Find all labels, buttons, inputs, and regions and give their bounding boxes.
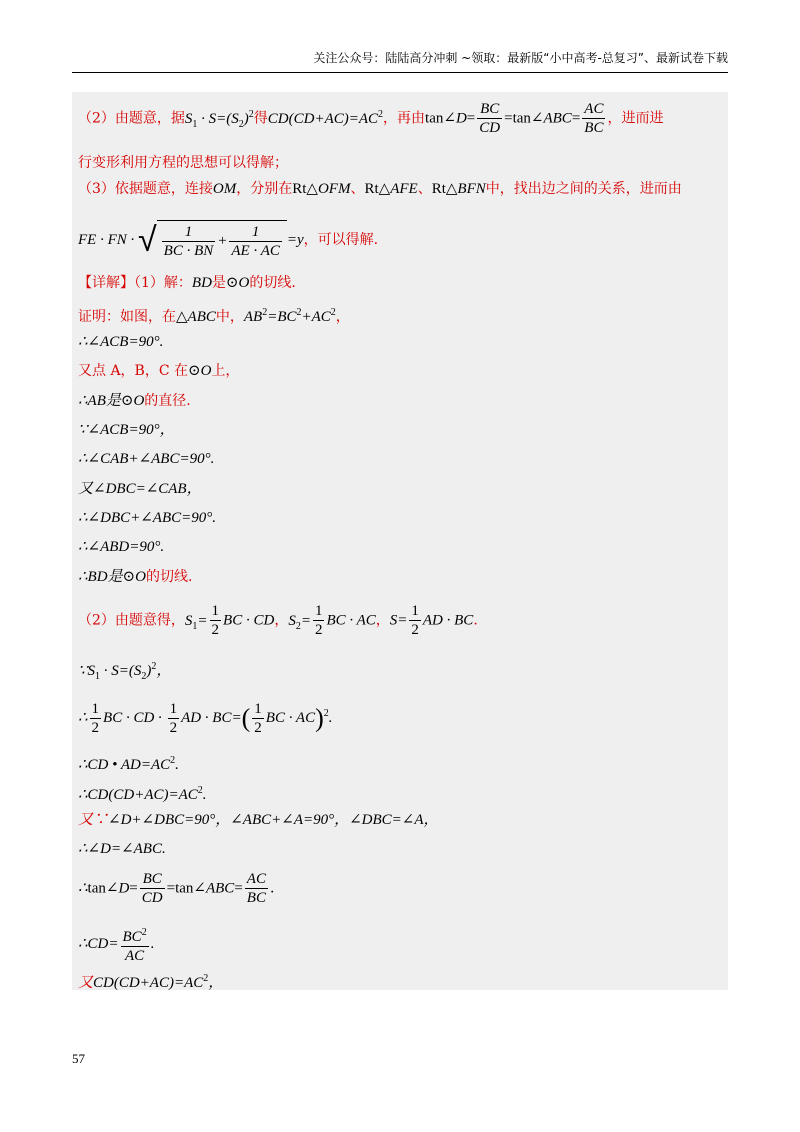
hint-3-formula: FE · FN · √ $\frac{1}{BC \cdot BN}$ + $\frac{1}{AE \cdot AC}$ =y，可以得解. bbox=[78, 220, 379, 260]
solution-box bbox=[72, 92, 728, 990]
hint-2-line: （2）由题意，据$S_1 \cdot S=(S_2)^2$得$CD(CD+AC)=AC^2$，再由tan∠D= $\frac{BC}{CD}$ =tan∠ABC= $\frac{AC}{BC}$ ，进而进 bbox=[78, 101, 664, 136]
page-number: 57 bbox=[72, 1051, 85, 1066]
step-acb90-b: ∵∠ACB=90°， bbox=[78, 422, 175, 438]
hint-2-continue: 行变形利用方程的思想可以得解； bbox=[78, 155, 288, 171]
part2-angles: 又∵∠D+∠DBC=90°，∠ABC+∠A=90°，∠DBC=∠A， bbox=[78, 812, 439, 828]
part2-angle-eq: ∴∠D=∠ABC. bbox=[78, 841, 166, 857]
part2-cd-ad: ∴CD • $AD=AC^2$. bbox=[78, 755, 179, 773]
part2-tan: ∴tan∠D= $\frac{BC}{CD}$ =tan∠ABC= $\frac{AC}{BC}$ . bbox=[78, 871, 275, 906]
step-diameter: ∴AB是⊙O的直径. bbox=[78, 393, 191, 409]
hint-3-line: （3）依据题意，连接OM，分别在Rt△OFM、Rt△AFE、Rt△BFN中，找出边之间的关系，进而由 bbox=[78, 181, 682, 197]
step-tangent: ∴BD是⊙O的切线. bbox=[78, 569, 193, 585]
step-sum2: ∴∠DBC+∠ABC=90°. bbox=[78, 510, 217, 526]
page-header bbox=[72, 48, 728, 73]
part2-substitute: ∴ $\frac{1}{2}$ BC · CD · $\frac{1}{2}$ AD · BC=( $\frac{1}{2}$ BC · AC)$^2$. bbox=[78, 701, 333, 736]
detail-1-line: 【详解】（1）解：BD是⊙O的切线. bbox=[78, 275, 296, 291]
part2-cd-value: ∴CD= $\frac{BC^2}{AC}$ . bbox=[78, 924, 154, 965]
part2-again: 又$CD(CD+AC)=AC^2$， bbox=[78, 973, 224, 991]
step-sum1: ∴∠CAB+∠ABC=90°. bbox=[78, 451, 215, 467]
header-text: 关注公众号：陆陆高分冲刺 ~领取：最新版“小中高考-总复习”、最新试卷下载 bbox=[313, 51, 728, 65]
step-dbc: 又∠DBC=∠CAB， bbox=[78, 481, 202, 497]
part2-cd-expr: $\therefore CD(CD+AC)=AC^2$. bbox=[78, 785, 207, 803]
step-abd: ∴∠ABD=90°. bbox=[78, 539, 165, 555]
step-points: 又点 A，B，C 在⊙O上， bbox=[78, 363, 240, 379]
proof-line: 证明：如图，在△ABC中，$AB^2=BC^2+AC^2$， bbox=[78, 307, 350, 325]
part2-given: $\because S_1 \cdot S=(S_2)^2$， bbox=[78, 661, 172, 682]
step-acb90: ∴∠ACB=90°. bbox=[78, 334, 164, 350]
part2-areas: （2）由题意得，$S_1=$ $\frac{1}{2}$ BC · CD，$S_2=$ $\frac{1}{2}$ BC · AC，S= $\frac{1}{2}$ AD · BC. bbox=[78, 603, 478, 638]
